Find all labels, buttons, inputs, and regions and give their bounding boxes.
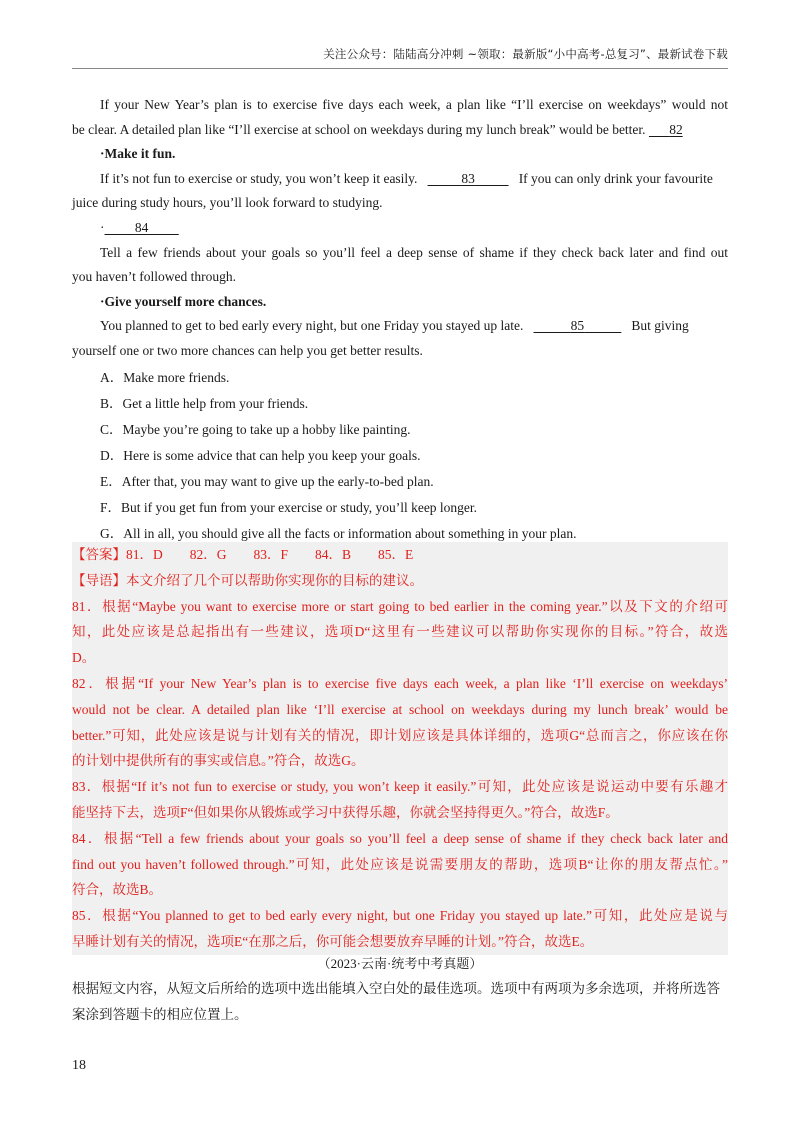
option-d: D．Here is some advice that can help you keep your goals. <box>100 447 421 463</box>
option-f: F．But if you get fun from your exercise or study, you’ll keep longer. <box>100 499 478 515</box>
explanation-81: D。 <box>72 650 96 666</box>
passage-line: you haven’t followed through. <box>72 269 236 285</box>
passage-text: You planned to get to bed early every night, but one Friday you stayed up late. <box>100 318 524 334</box>
blank-number: 85 <box>570 318 585 334</box>
option-a: A．Make more friends. <box>100 369 230 385</box>
explanation-84: 符合，故选B。 <box>72 882 163 898</box>
option-g: G．All in all, you should give all the facts or information about something in your plan. <box>100 525 577 541</box>
question-instructions: 根据短文内容，从短文后所给的选项中选出能填入空白处的最佳选项。选项中有两项为多余选项，并将所选答案涂到答题卡的相应位置上。 <box>72 981 720 1023</box>
guide-text: 【导语】本文介绍了几个可以帮助你实现你的目标的建议。 <box>72 572 423 588</box>
option-list <box>72 365 728 547</box>
passage-line <box>72 216 728 241</box>
passage-line: juice during study hours, you’ll look forward to studying. <box>72 195 383 211</box>
passage-line: If your New Year’s plan is to exercise five days each week, a plan like “I’ll exercise on weekdays” would not <box>100 97 728 112</box>
explanation-85: 早睡计划有关的情况，选项E“在那之后，你可能会想要放弃早睡的计划。”符合，故选E。 <box>72 933 594 949</box>
blank-84 <box>105 220 179 235</box>
page-number: 18 <box>72 1058 86 1073</box>
explanation-84: find out you haven’t followed through.”可知，此处应该是说需要朋友的帮助，选项B“让你的朋友帮点忙。” <box>72 856 728 872</box>
blank-83 <box>428 171 509 186</box>
passage-text: If it’s not fun to exercise or study, you won’t keep it easily. <box>100 170 418 186</box>
explanation-83: 能坚持下去，选项F“但如果你从锻炼或学习中获得乐趣，你就会坚持得更久。”符合，故选F。 <box>72 804 619 820</box>
blank-82 <box>649 122 683 137</box>
explanation-82: 的计划中提供所有的事实或信息。”符合，故选G。 <box>72 753 365 769</box>
section-heading: ·Make it fun. <box>100 146 176 162</box>
passage-text: But giving <box>631 318 689 334</box>
explanation-85: 85．根据“You planned to get to bed early every night, but one Friday you stayed up late.”可知，此处应是说与 <box>72 908 728 924</box>
header-divider <box>72 68 728 69</box>
option-c: C．Maybe you’re going to take up a hobby like painting. <box>100 421 411 437</box>
option-b: B．Get a little help from your friends. <box>100 395 309 411</box>
section-heading: ·Give yourself more chances. <box>100 293 267 309</box>
page-header: 关注公众号：陆陆高分冲刺 ~领取：最新版“小中高考-总复习”、最新试卷下载 <box>323 47 728 61</box>
passage-line: yourself one or two more chances can help you get better results. <box>72 342 423 358</box>
answer-key: 【答案】81．D 82．G 83．F 84．B 85．E <box>72 547 414 562</box>
explanation-81: 81．根据“Maybe you want to exercise more or start going to bed earlier in the coming year.”以及下文的介绍可 <box>72 598 728 614</box>
explanation-82: would not be clear. A detailed plan like ‘I’ll exercise at school on weekdays during my lunch break’ would be <box>72 701 728 717</box>
blank-number: 83 <box>461 170 475 186</box>
passage-line <box>72 167 728 192</box>
passage <box>72 93 728 547</box>
passage-line <box>72 314 728 339</box>
answer-explanation-box <box>72 542 728 955</box>
explanation-84: 84．根据“Tell a few friends about your goals so you’ll feel a deep sense of shame if they check back later and <box>72 830 728 846</box>
passage-text: If you can only drink your favourite <box>518 170 713 186</box>
passage-text: be clear. A detailed plan like “I’ll exercise at school on weekdays during my lunch break” would be better. <box>72 121 646 137</box>
blank-number: 82 <box>669 121 683 137</box>
question-source: （2023·云南·统考中考真题） <box>317 956 483 971</box>
bullet-dot: · <box>100 219 105 235</box>
passage-line <box>72 118 728 143</box>
explanation-83: 83．根据“If it’s not fun to exercise or study, you won’t keep it easily.”可知，此处应该是说运动中要有乐趣才 <box>72 779 728 795</box>
explanation-82: better.”可知，此处应该是说与计划有关的情况，即计划应该是具体详细的，选项G“总而言之，你应该在你 <box>72 727 728 743</box>
explanation-81: 知，此处应该是总起指出有一些建议，选项D“这里有一些建议可以帮助你实现你的目标。”符合，故选 <box>72 624 728 640</box>
blank-85 <box>534 318 622 333</box>
passage-line: Tell a few friends about your goals so you’ll feel a deep sense of shame if they check back later and find out <box>100 244 728 260</box>
explanation-82: 82．根据“If your New Year’s plan is to exercise five days each week, a plan like ‘I’ll exercise on weekdays’ <box>72 675 728 691</box>
blank-number: 84 <box>134 219 149 235</box>
option-e: E．After that, you may want to give up the early-to-bed plan. <box>100 473 434 489</box>
